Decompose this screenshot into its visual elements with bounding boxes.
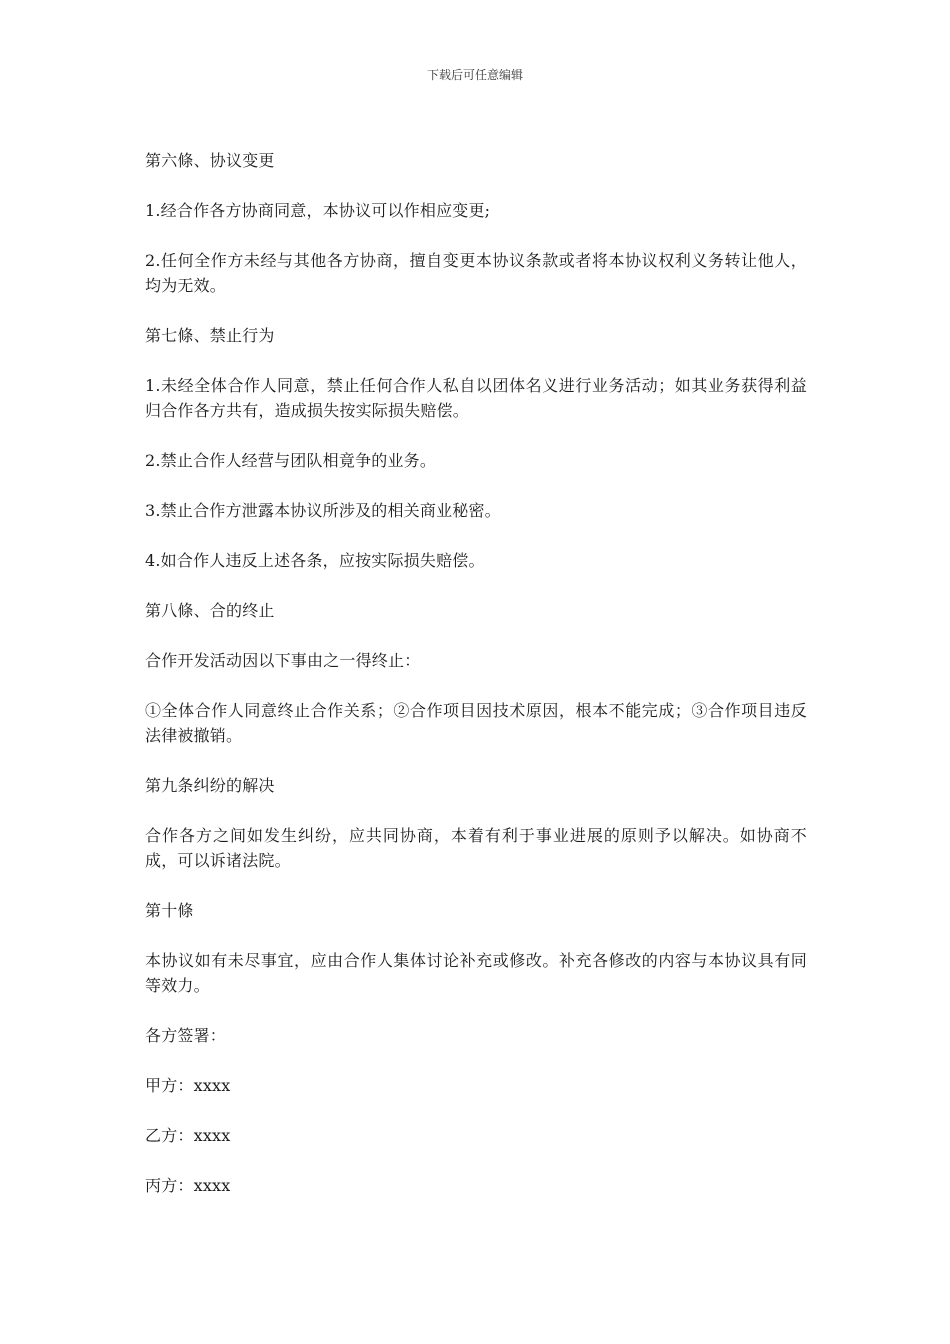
section-heading-6: 第六條、协议变更 <box>145 151 275 170</box>
signature-party-c: 丙方：xxxx <box>145 1176 231 1195</box>
page-header-note: 下载后可任意编辑 <box>426 68 523 82</box>
clause-10-text: 本协议如有未尽事宜，应由合作人集体讨论补充或修改。补充各修改的内容与本协议具有同等效力。 <box>145 951 807 995</box>
clause-7-4: 4.如合作人违反上述各条，应按实际损失赔偿。 <box>145 551 485 570</box>
clause-7-2: 2.禁止合作人经营与团队相竟争的业务。 <box>145 451 437 470</box>
clause-9-text: 合作各方之间如发生纠纷，应共同协商，本着有利于事业进展的原则予以解决。如协商不成，可以诉诸法院。 <box>145 826 807 870</box>
clause-7-1: 1.未经全体合作人同意，禁止任何合作人私自以团体名义进行业务活动；如其业务获得利益归合作各方共有，造成损失按实际损失赔偿。 <box>145 376 807 420</box>
document-body <box>145 148 807 1223</box>
clause-8-items: ①全体合作人同意终止合作关系；②合作项目因技术原因，根本不能完成；③合作项目违反法律被撤销。 <box>145 701 807 745</box>
signature-party-a: 甲方：xxxx <box>145 1076 231 1095</box>
clause-7-3: 3.禁止合作方泄露本协议所涉及的相关商业秘密。 <box>145 501 501 520</box>
section-heading-10: 第十條 <box>145 901 194 920</box>
section-heading-8: 第八條、合的终止 <box>145 601 275 620</box>
clause-6-2: 2.任何全作方未经与其他各方协商，擅自变更本协议条款或者将本协议权利义务转让他人，均为无效。 <box>145 251 807 295</box>
section-heading-9: 第九条纠纷的解决 <box>145 776 275 795</box>
section-heading-7: 第七條、禁止行为 <box>145 326 275 345</box>
clause-8-intro: 合作开发活动因以下事由之一得终止： <box>145 651 421 670</box>
signature-party-b: 乙方：xxxx <box>145 1126 231 1145</box>
clause-6-1: 1.经合作各方协商同意，本协议可以作相应变更; <box>145 201 491 220</box>
signatures-heading: 各方签署： <box>145 1026 227 1045</box>
